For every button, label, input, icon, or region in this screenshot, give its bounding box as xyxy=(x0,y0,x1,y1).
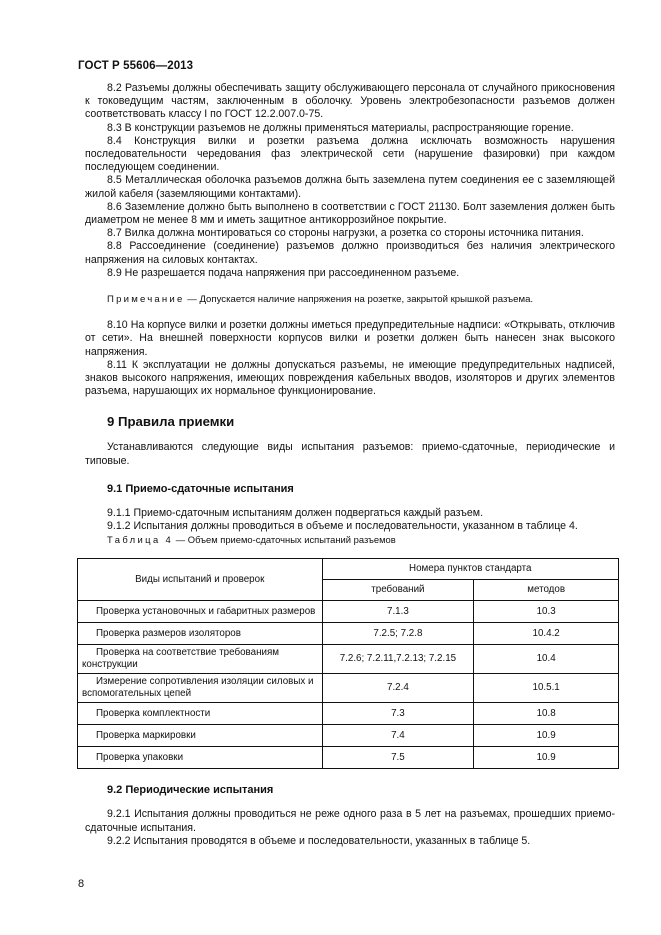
table-row xyxy=(78,623,619,645)
section-9-2-title: 9.2 Периодические испытания xyxy=(107,784,274,797)
table-4-caption xyxy=(85,533,615,546)
note-text: — Допускается наличие напряжения на розетке, закрытой крышкой разъема. xyxy=(184,294,534,306)
section-9-intro: Устанавливаются следующие виды испытания разъемов: приемо-сдаточные, периодические и типовые. xyxy=(85,441,615,467)
row-methods: 10.9 xyxy=(474,747,619,769)
paragraph-8-10: 8.10 На корпусе вилки и розетки должны иметься предупредительные надписи: «Открывать, отключив от сети». На внешней поверхности корпусов вилки и розетки должен быть нанесен знак высокого напряжения. xyxy=(85,319,615,358)
document-body xyxy=(82,82,615,848)
document-header: ГОСТ Р 55606—2013 xyxy=(78,60,194,72)
table-row xyxy=(78,645,619,674)
row-test-name: Измерение сопротивления изоляции силовых и вспомогательных цепей xyxy=(78,674,323,703)
row-requirements: 7.5 xyxy=(322,747,474,769)
paragraph-9-2-1: 9.2.1 Испытания должны проводиться не реже одного раза в 5 лет на разъемах, прошедших приемо-сдаточные испытания. xyxy=(85,808,615,834)
table-header-row xyxy=(78,559,619,580)
row-test-name: Проверка на соответствие требованиям конструкции xyxy=(78,645,323,674)
paragraph-9-1-2: 9.1.2 Испытания должны проводиться в объеме и последовательности, указанном в таблице 4. xyxy=(107,520,578,533)
header-test-types: Виды испытаний и проверок xyxy=(78,559,323,601)
table-row xyxy=(78,747,619,769)
header-requirements: требований xyxy=(322,580,474,601)
page-number: 8 xyxy=(78,878,85,890)
row-methods: 10.4 xyxy=(474,645,619,674)
row-requirements: 7.2.6; 7.2.11,7.2.13; 7.2.15 xyxy=(322,645,474,674)
row-test-name: Проверка комплектности xyxy=(78,703,323,725)
row-methods: 10.3 xyxy=(474,601,619,623)
paragraph-8-5: 8.5 Металлическая оболочка разъемов должна быть заземлена путем соединения ее с заземляющей жилой кабеля (заземляющими контактами). xyxy=(85,174,615,200)
table-4 xyxy=(77,558,619,769)
row-methods: 10.9 xyxy=(474,725,619,747)
note xyxy=(85,293,615,306)
table-4-caption-label: Таблица 4 xyxy=(107,534,174,546)
table-row xyxy=(78,703,619,725)
row-methods: 10.4.2 xyxy=(474,623,619,645)
row-test-name: Проверка упаковки xyxy=(78,747,323,769)
note-label: Примечание xyxy=(107,294,185,306)
section-9-1-title: 9.1 Приемо-сдаточные испытания xyxy=(107,482,294,495)
paragraph-8-3: 8.3 В конструкции разъемов не должны применяться материалы, распространяющие горение. xyxy=(107,121,574,134)
header-methods: методов xyxy=(474,580,619,601)
row-requirements: 7.4 xyxy=(322,725,474,747)
header-standard-clauses: Номера пунктов стандарта xyxy=(322,559,618,580)
row-methods: 10.8 xyxy=(474,703,619,725)
paragraph-8-6: 8.6 Заземление должно быть выполнено в соответствии с ГОСТ 21130. Болт заземления должен быть диаметром не менее 8 мм и иметь защитное антикоррозийное покрытие. xyxy=(85,200,615,227)
table-row xyxy=(78,725,619,747)
paragraph-9-2-2: 9.2.2 Испытания проводятся в объеме и последовательности, указанных в таблице 5. xyxy=(107,834,531,847)
row-test-name: Проверка размеров изоляторов xyxy=(78,623,323,645)
row-requirements: 7.2.4 xyxy=(322,674,474,703)
row-requirements: 7.3 xyxy=(322,703,474,725)
table-4-caption-text: — Объем приемо-сдаточных испытаний разъемов xyxy=(173,534,396,546)
table-row xyxy=(78,601,619,623)
paragraph-8-7: 8.7 Вилка должна монтироваться со стороны нагрузки, а розетка со стороны источника питания. xyxy=(107,227,584,240)
paragraph-8-2: 8.2 Разъемы должны обеспечивать защиту обслуживающего персонала от случайного прикосновения к токоведущим частям, заключенным в оболочку. Уровень электробезопасности разъемов должен соответствовать классу I по ГОСТ 12.2.007.0-75. xyxy=(85,82,615,121)
row-methods: 10.5.1 xyxy=(474,674,619,703)
row-test-name: Проверка установочных и габаритных размеров xyxy=(78,601,323,623)
paragraph-8-8: 8.8 Рассоединение (соединение) разъемов должно производиться без наличия электрического напряжения на силовых контактах. xyxy=(85,240,615,266)
row-requirements: 7.2.5; 7.2.8 xyxy=(322,623,474,645)
paragraph-9-1-1: 9.1.1 Приемо-сдаточным испытаниям должен подвергаться каждый разъем. xyxy=(107,506,484,519)
row-test-name: Проверка маркировки xyxy=(78,725,323,747)
table-row xyxy=(78,674,619,703)
paragraph-8-9: 8.9 Не разрешается подача напряжения при рассоединенном разъеме. xyxy=(107,266,460,279)
section-9-title: 9 Правила приемки xyxy=(107,414,235,430)
row-requirements: 7.1.3 xyxy=(322,601,474,623)
paragraph-8-11: 8.11 К эксплуатации не должны допускаться разъемы, не имеющие предупредительных надписей, знаков высокого напряжения, имеющих повреждения кабельных вводов, изоляторов и других элементов разъема, нарушающих их нормальное функционирование. xyxy=(85,358,615,398)
paragraph-8-4: 8.4 Конструкция вилки и розетки разъема должна исключать возможность нарушения последовательности чередования фаз электрической сети (нарушение фазировки) при каждом последующем соединении. xyxy=(85,134,615,174)
